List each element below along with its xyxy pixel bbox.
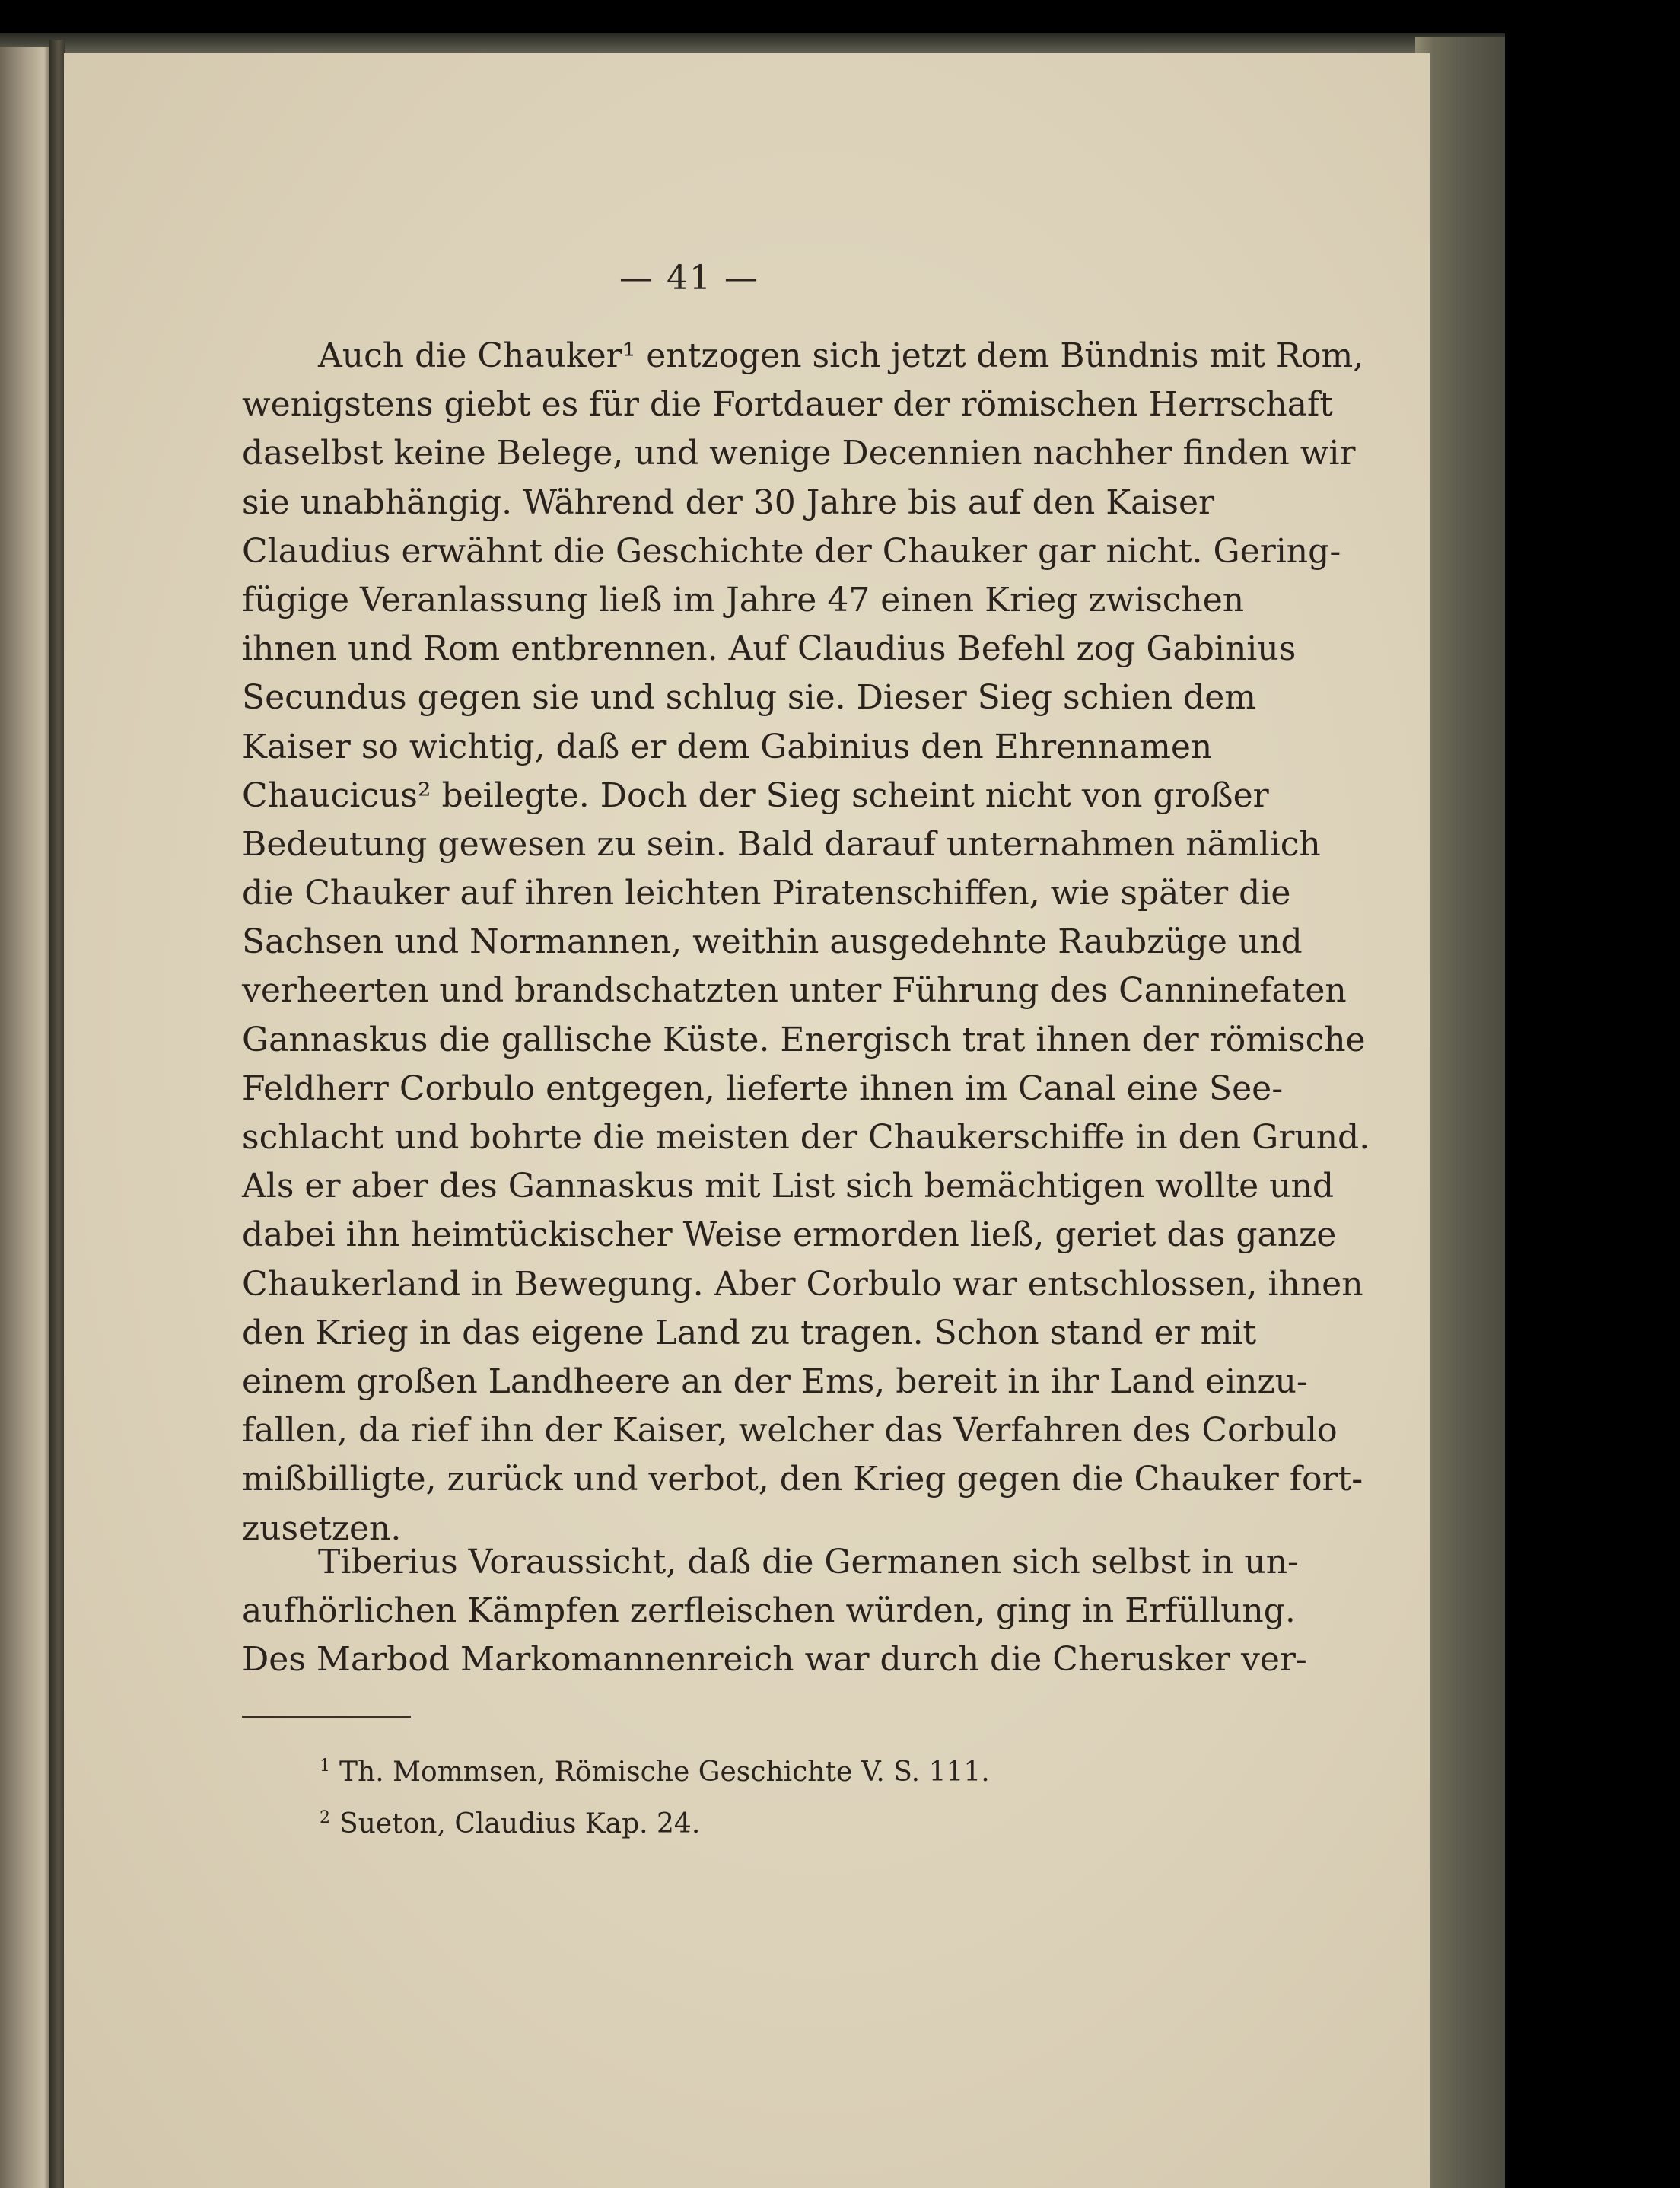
- footnote-mark: 2: [320, 1808, 330, 1827]
- text-line: fallen, da rief ihn der Kaiser, welcher das Verfahren des Corbulo: [242, 1411, 1338, 1451]
- text-line: Chaucicus² beilegte. Doch der Sieg scheint nicht von großer: [242, 776, 1269, 815]
- text-line: wenigstens giebt es für die Fortdauer der römischen Herrschaft: [242, 385, 1333, 425]
- text-line: Gannaskus die gallische Küste. Energisch trat ihnen der römische: [242, 1020, 1366, 1059]
- text-line: einem großen Landheere an der Ems, bereit in ihr Land einzu-: [242, 1362, 1308, 1401]
- paragraph-1: [242, 332, 1370, 1553]
- footnote-1: [320, 1744, 1080, 1795]
- text-line: die Chauker auf ihren leichten Piratenschiffen, wie später die: [242, 874, 1291, 913]
- text-line: mißbilligte, zurück und verbot, den Krieg gegen die Chauker fort-: [242, 1460, 1363, 1499]
- facing-page-edge: [0, 47, 49, 2188]
- page-number: — 41 —: [619, 259, 759, 298]
- text-line: verheerten und brandschatzten unter Führung des Canninefaten: [242, 971, 1347, 1011]
- text-line: fügige Veranlassung ließ im Jahre 47 einen Krieg zwischen: [242, 580, 1245, 619]
- text-line: Chaukerland in Bewegung. Aber Corbulo war entschlossen, ihnen: [242, 1264, 1363, 1304]
- paragraph-2: [242, 1538, 1307, 1685]
- text-line: Sachsen und Normannen, weithin ausgedehnte Raubzüge und: [242, 922, 1303, 962]
- text-line: Kaiser so wichtig, daß er dem Gabinius den Ehrennamen: [242, 727, 1213, 766]
- text-line: Bedeutung gewesen zu sein. Bald darauf unternahmen nämlich: [242, 824, 1321, 864]
- footnote-mark: 1: [320, 1756, 330, 1776]
- footnote-text: Th. Mommsen, Römische Geschichte V. S. 111.: [339, 1756, 990, 1788]
- footnote-2: [320, 1795, 1080, 1847]
- text-line: den Krieg in das eigene Land zu tragen. Schon stand er mit: [242, 1313, 1257, 1352]
- text-line: Claudius erwähnt die Geschichte der Chauker gar nicht. Gering-: [242, 531, 1341, 571]
- text-line: zusetzen.: [242, 1508, 402, 1548]
- book-gutter: [49, 40, 65, 2188]
- text-line: ihnen und Rom entbrennen. Auf Claudius Befehl zog Gabinius: [242, 629, 1297, 669]
- footnote-text: Sueton, Claudius Kap. 24.: [339, 1808, 701, 1839]
- text-line: Auch die Chauker¹ entzogen sich jetzt dem Bündnis mit Rom,: [318, 336, 1364, 375]
- text-line: dabei ihn heimtückischer Weise ermorden ließ, geriet das ganze: [242, 1215, 1337, 1255]
- text-line: Secundus gegen sie und schlug sie. Dieser Sieg schien dem: [242, 678, 1256, 718]
- text-line: schlacht und bohrte die meisten der Chaukerschiffe in den Grund.: [242, 1118, 1370, 1157]
- text-line: Tiberius Voraussicht, daß die Germanen sich selbst in un-: [318, 1543, 1299, 1581]
- text-line: aufhörlichen Kämpfen zerfleischen würden, ging in Erfüllung.: [242, 1591, 1296, 1631]
- text-line: Des Marbod Markomannenreich war durch die Cherusker ver-: [242, 1640, 1307, 1680]
- text-line: daselbst keine Belege, und wenige Decennien nachher finden wir: [242, 434, 1356, 473]
- text-line: Als er aber des Gannaskus mit List sich bemächtigen wollte und: [242, 1167, 1335, 1206]
- footnote-separator: [242, 1716, 411, 1718]
- text-line: Feldherr Corbulo entgegen, lieferte ihnen im Canal eine See-: [242, 1069, 1284, 1108]
- footnotes: [320, 1744, 1080, 1847]
- text-line: sie unabhängig. Während der 30 Jahre bis auf den Kaiser: [242, 483, 1215, 522]
